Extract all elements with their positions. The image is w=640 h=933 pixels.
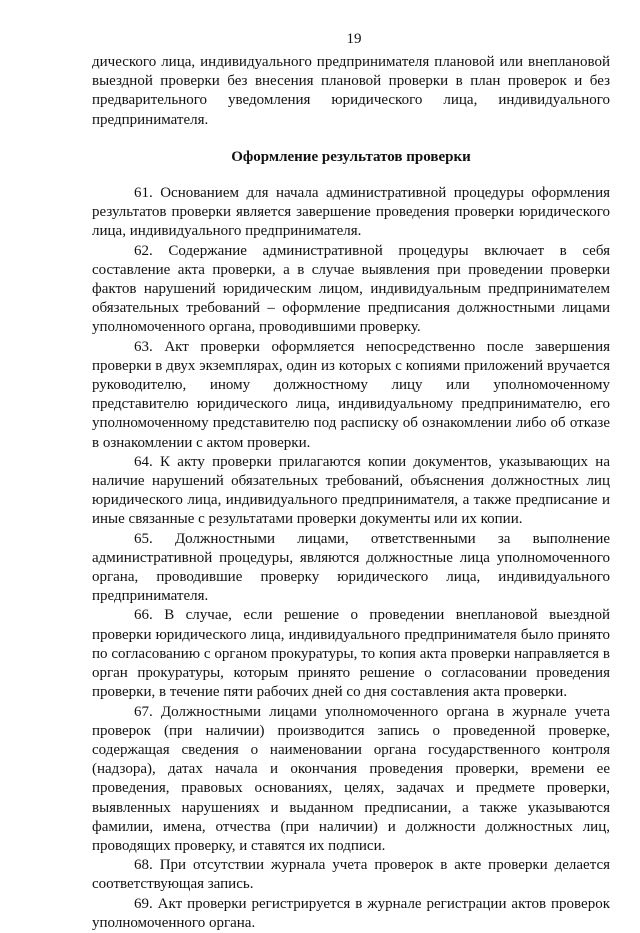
paragraph-62: 62. Содержание административной процедуры включает в себя составление акта проверки, а в случае выявления при проведении проверки фактов нарушений юридическим лицом, индивидуальным предпринимателем обязательных требований – оформление предписания должностными лицами уполномоченного органа, проводившими проверку. — [92, 242, 610, 336]
paragraph-67: 67. Должностными лицами уполномоченного органа в журнале учета проверок (при наличии) производится запись о проведенной проверке, содержащая сведения о наименовании органа государственного контроля (надзора), датах начала и окончания проведения проверки, времени ее проведения, правовых основаниях, целях, задачах и предмете проверки, выявленных нарушениях и выданном предписании, а также указываются фамилии, имена, отчества (при наличии) и должности должностных лиц, проводящих проверку, и ставятся их подписи. — [92, 703, 610, 854]
paragraph-65: 65. Должностными лицами, ответственными за выполнение административной процедуры, являются должностные лица уполномоченного органа, проводившие проверку юридического лица, индивидуального предпринимателя. — [92, 530, 610, 605]
document-page — [92, 30, 610, 933]
page-number: 19 — [346, 31, 362, 47]
paragraph-69: 69. Акт проверки регистрируется в журнале регистрации актов проверок уполномоченного органа. — [92, 895, 610, 931]
paragraph-61: 61. Основанием для начала административной процедуры оформления результатов проверки является завершение проведения проверки юридического лица, индивидуального предпринимателя. — [92, 185, 610, 240]
paragraph-66: 66. В случае, если решение о проведении внеплановой выездной проверки юридического лица, индивидуального предпринимателя было принято по согласованию с органом прокуратуры, то копия акта проверки направляется в орган прокуратуры, которым принято решение о согласовании проведения проверки, в течение пяти рабочих дней со дня составления акта проверки. — [92, 607, 610, 701]
paragraph-68: 68. При отсутствии журнала учета проверок в акте проверки делается соответствующая запись. — [92, 857, 610, 893]
section-heading: Оформление результатов проверки — [231, 148, 471, 165]
lead-paragraph: дического лица, индивидуального предпринимателя плановой или внеплановой выездной проверки без внесения плановой проверки в план проверок и без предварительного уведомления юридического лица, индивидуального предпринимателя. — [92, 54, 610, 128]
paragraph-63: 63. Акт проверки оформляется непосредственно после завершения проверки в двух экземплярах, один из которых с копиями приложений вручается руководителю, иному должностному лицу или уполномоченному представителю юридического лица, индивидуальному предпринимателю, его уполномоченному представителю под расписку об ознакомлении либо об отказе в ознакомлении с актом проверки. — [92, 338, 610, 451]
paragraph-64: 64. К акту проверки прилагаются копии документов, указывающих на наличие нарушений обязательных требований, объяснения должностных лиц юридического лица, индивидуального предпринимателя, а также предписание и иные связанные с результатами проверки документы или их копии. — [92, 453, 610, 528]
